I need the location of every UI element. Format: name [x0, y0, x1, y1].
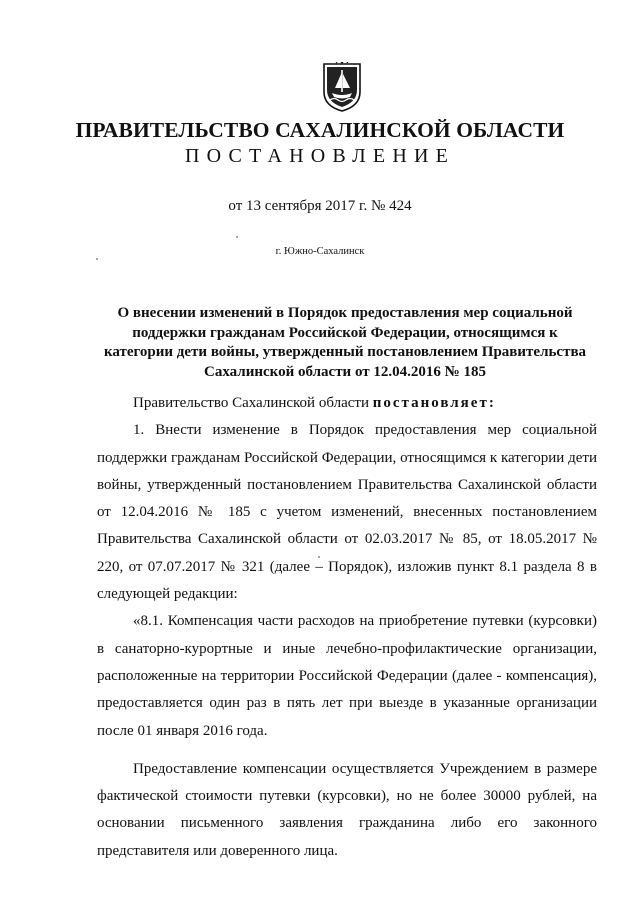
scan-speck	[318, 556, 320, 558]
scan-speck	[96, 258, 98, 260]
preamble-paragraph	[97, 390, 597, 417]
document-type: ПОСТАНОВЛЕНИЕ	[184, 145, 456, 167]
body-paragraph: Предоставление компенсации осуществляется Учреждением в размере фактической стоимости путевки (курсовки), но не более 30000 рублей, на основании письменного заявления гражданина либо его законного представителя или доверенного лица.	[97, 760, 597, 859]
document-subject: О внесении изменений в Порядок предоставления мер социальной поддержки гражданам Российской Федерации, относящимся к категории дети войны, утвержденный постановлением Правительства Сахалинской области от 12.04.2016 № 185	[103, 305, 587, 380]
city: г. Южно-Сахалинск	[275, 246, 365, 257]
decree-word: постановляет:	[372, 395, 496, 411]
preamble-text: Правительство Сахалинской области	[133, 395, 369, 411]
body-paragraph: 1. Внести изменение в Порядок предоставления мер социальной поддержки гражданам Российской Федерации, относящимся к категории дети войны, утвержденный постановлением Правительства Сахалинской области от 12.04.2016 № 185 с учетом изменений, внесенных постановлением Правительства Сахалинской области от 02.03.2017 № 85, от 18.05.2017 № 220, от 07.07.2017 № 321 (далее – Порядок), изложив пункт 8.1 раздела 8 в следующей редакции:	[97, 422, 597, 603]
body-paragraph: «8.1. Компенсация части расходов на приобретение путевки (курсовки) в санаторно-курортные и иные лечебно-профилактические организации, расположенные на территории Российской Федерации (далее - компенсация), предоставляется один раз в пять лет при выезде в указанные организации после 01 января 2016 года.	[97, 613, 597, 739]
date-and-number: от 13 сентября 2017 г. № 424	[228, 198, 412, 214]
scan-speck	[236, 236, 238, 238]
document-body	[97, 390, 597, 865]
sakhalin-coat-of-arms-icon	[322, 62, 362, 112]
government-title: ПРАВИТЕЛЬСТВО САХАЛИНСКОЙ ОБЛАСТИ	[75, 118, 565, 142]
